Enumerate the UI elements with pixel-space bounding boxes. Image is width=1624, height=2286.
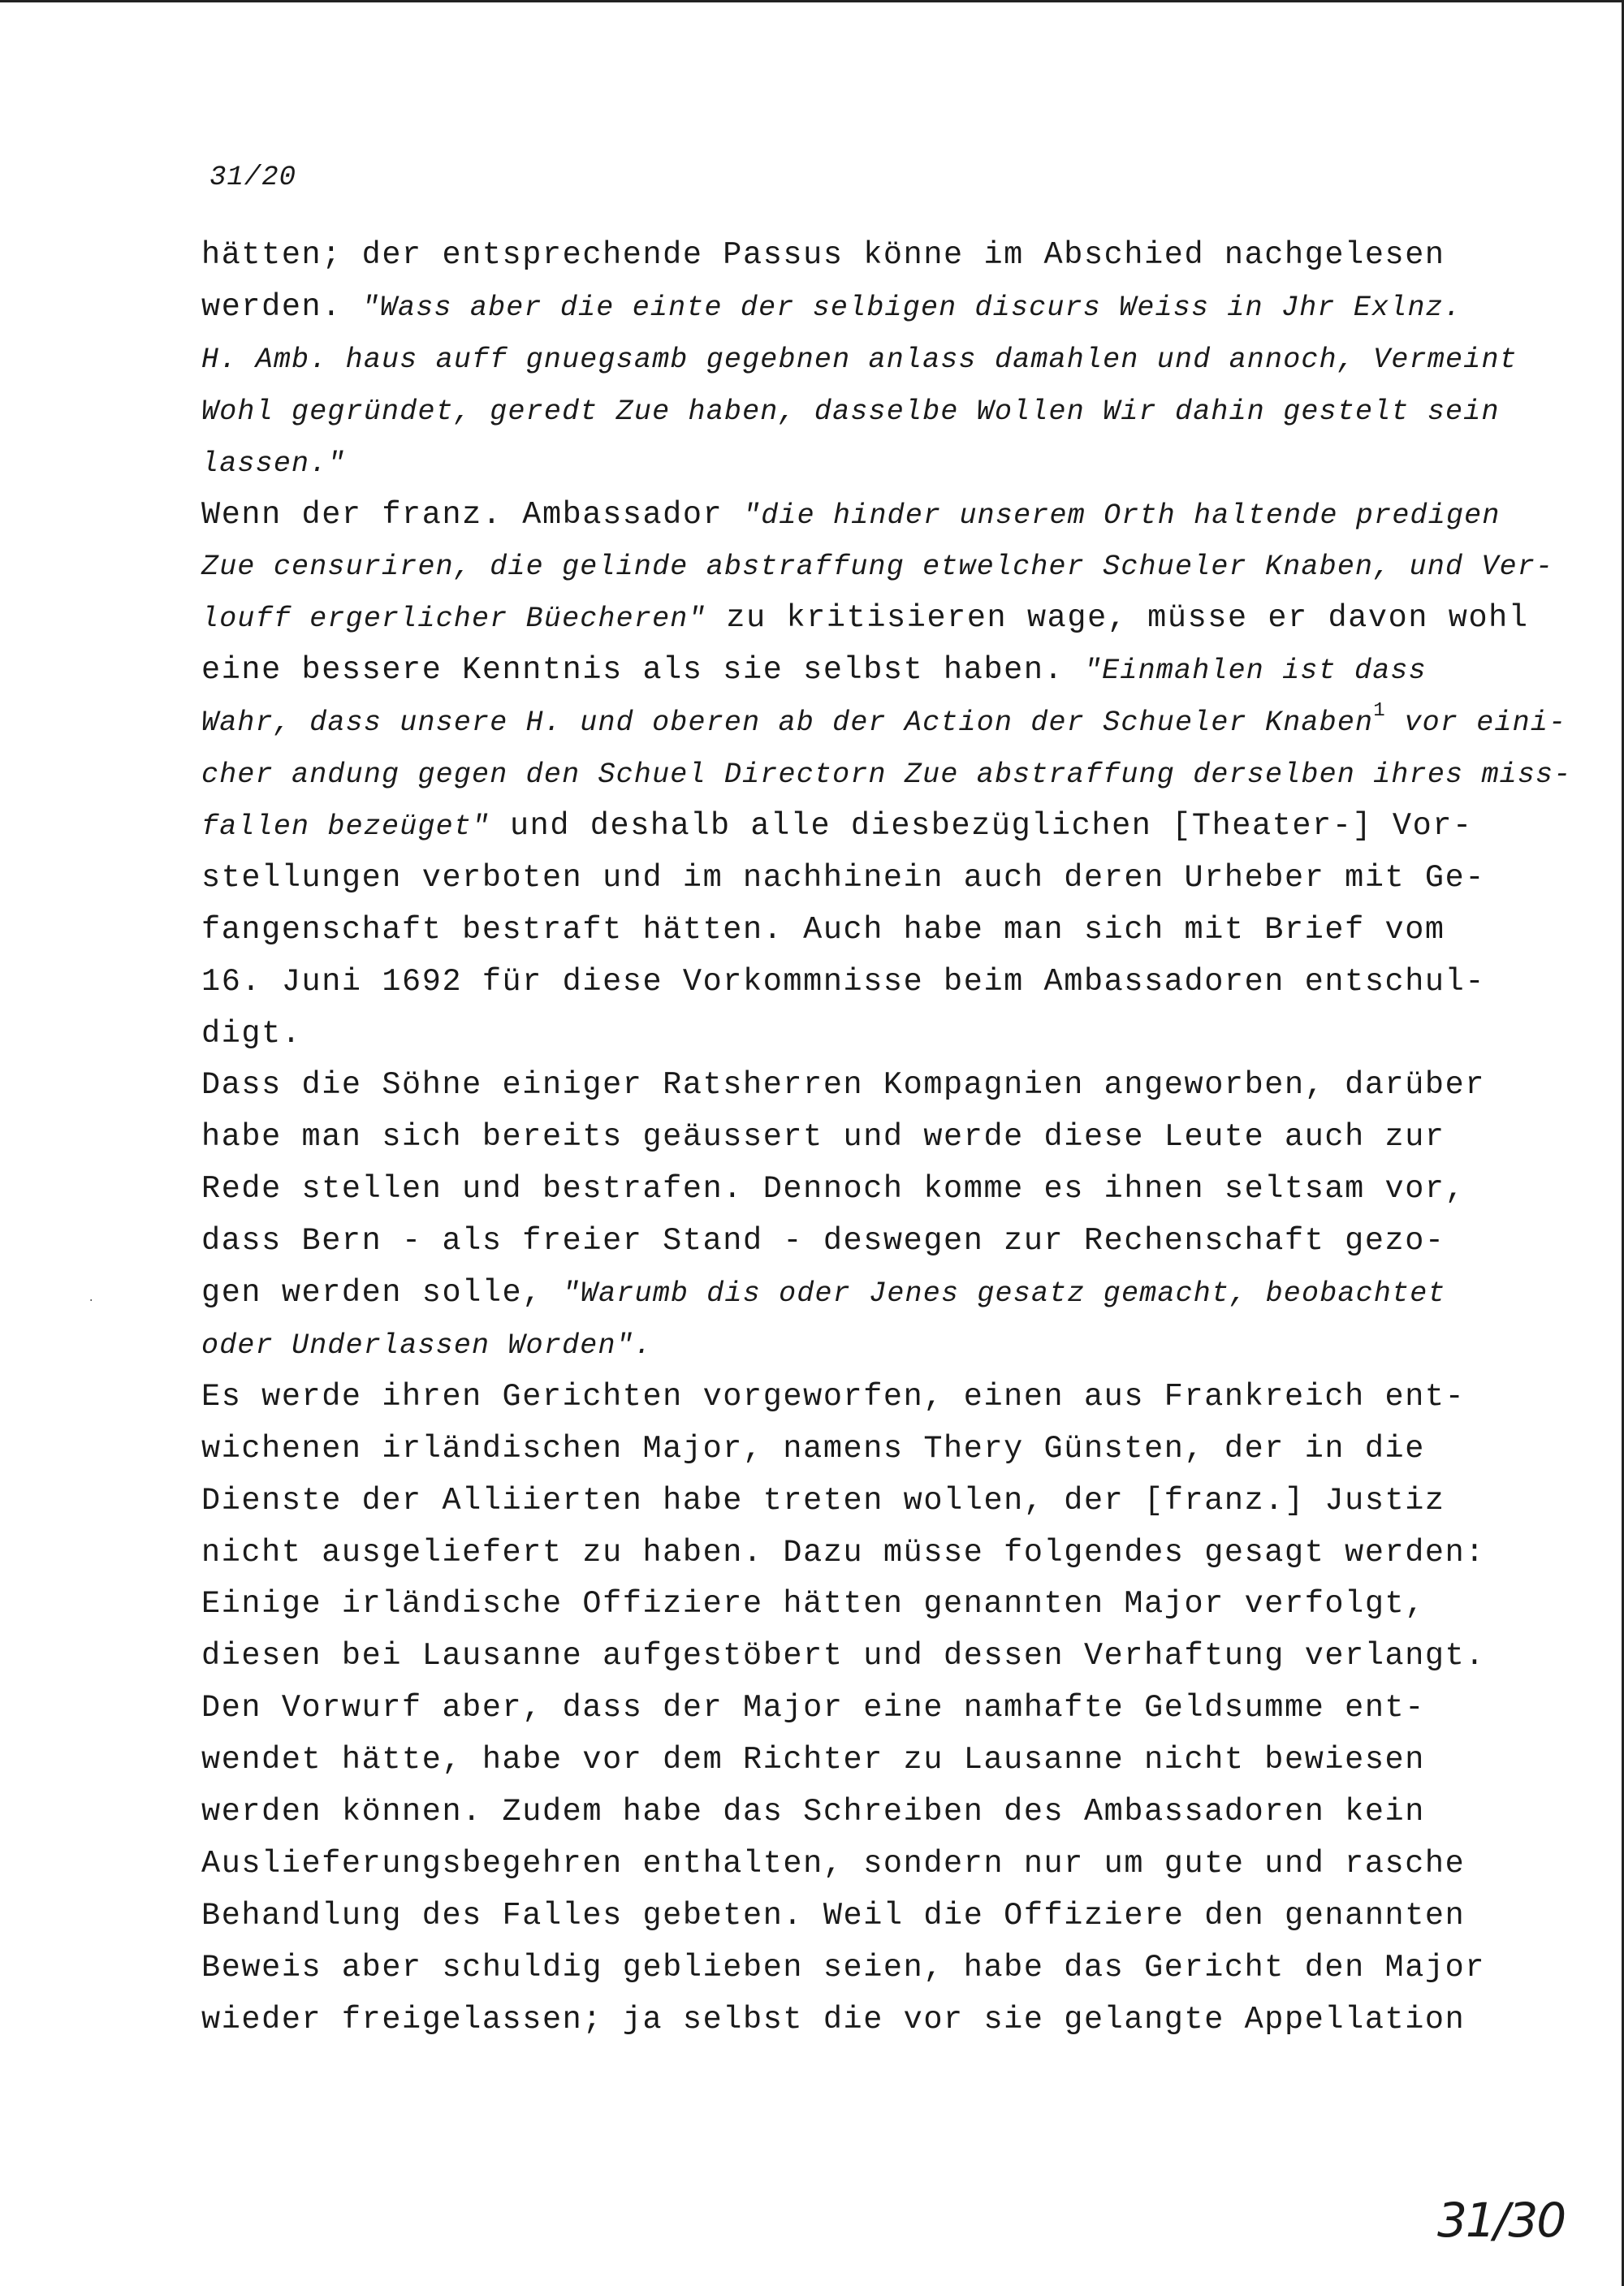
text-line — [201, 548, 1553, 584]
text-line — [201, 1638, 1485, 1674]
quoted-source-text: cher andung gegen den Schuel Directorn Zue abstraffung derselben ihres miss- — [201, 758, 1572, 791]
line-text: Den Vorwurf aber, dass der Major eine namhafte Geldsumme ent- — [201, 1690, 1425, 1726]
text-line — [201, 1171, 1465, 1207]
text-line — [201, 1742, 1425, 1778]
stray-mark: · — [88, 1294, 95, 1307]
line-text: Behandlung des Falles gebeten. Weil die Offiziere den genannten — [201, 1897, 1466, 1934]
text-line — [201, 1016, 302, 1052]
text-line — [201, 652, 1427, 688]
text-line — [201, 1898, 1465, 1934]
quoted-source-text: "Einmahlen ist dass — [1083, 655, 1427, 688]
line-text: Beweis aber schuldig geblieben seien, habe das Gericht den Major — [201, 1949, 1486, 1986]
line-text: wieder freigelassen; ja selbst die vor sie gelangte Appellation — [201, 2001, 1466, 2038]
text-line — [201, 1327, 652, 1363]
line-text: hätten; der entsprechende Passus könne im Abschied nachgelesen — [201, 237, 1445, 273]
quoted-source-text: louff ergerlicher Büecheren" — [201, 603, 706, 636]
text-line — [201, 1690, 1425, 1726]
text-line — [201, 341, 1518, 377]
line-text: zu kritisieren wage, müsse er davon wohl — [706, 600, 1529, 637]
text-line — [201, 700, 1567, 740]
line-text: digt. — [201, 1015, 302, 1052]
text-line — [201, 1794, 1425, 1830]
text-line — [201, 1379, 1465, 1415]
text-line — [201, 1431, 1425, 1467]
text-line — [201, 1067, 1485, 1103]
quoted-source-text: "Warumb dis oder Jenes gesatz gemacht, beobachtet — [562, 1277, 1446, 1310]
line-text: Einige irländische Offiziere hätten genannten Major verfolgt, — [201, 1586, 1425, 1623]
quoted-source-text: Zue censuriren, die gelinde abstraffung etwelcher Schueler Knaben, und Ver- — [201, 551, 1554, 584]
page-number: 31/20 — [209, 162, 297, 193]
line-text: dass Bern - als freier Stand - deswegen zur Rechenschaft gezo- — [201, 1223, 1445, 1260]
line-text: und deshalb alle diesbezüglichen [Theater-] Vor- — [490, 807, 1473, 844]
quoted-source-text: "die hinder unserem Orth haltende predigen — [743, 499, 1501, 532]
quoted-source-text: vor eini- — [1386, 707, 1567, 740]
text-line — [201, 1950, 1485, 1986]
line-text: wichenen irländischen Major, namens Thery Günsten, der in die — [201, 1430, 1425, 1467]
line-text: eine bessere Kenntnis als sie selbst haben. — [201, 652, 1084, 689]
text-line — [201, 393, 1500, 429]
quoted-source-text: H. Amb. haus auff gnuegsamb gegebnen anlass damahlen und annoch, Vermeint — [201, 343, 1518, 376]
quoted-source-text: "Wass aber die einte der selbigen discurs Weiss in Jhr Exlnz. — [361, 291, 1462, 324]
line-text: werden. — [201, 288, 362, 325]
line-text: Es werde ihren Gerichten vorgeworfen, einen aus Frankreich ent- — [201, 1378, 1466, 1415]
line-text: Auslieferungsbegehren enthalten, sondern nur um gute und rasche — [201, 1845, 1466, 1882]
line-text: nicht ausgeliefert zu haben. Dazu müsse folgendes gesagt werden: — [201, 1534, 1486, 1571]
text-line — [201, 1275, 1446, 1311]
line-text: Rede stellen und bestrafen. Dennoch komme es ihnen seltsam vor, — [201, 1171, 1466, 1208]
quoted-source-text: fallen bezeüget" — [201, 810, 490, 843]
text-line — [201, 1119, 1445, 1155]
text-line — [201, 1535, 1485, 1571]
scan-edge-top — [0, 0, 1624, 2]
quoted-source-text: oder Underlassen Worden". — [201, 1329, 653, 1362]
text-line — [201, 289, 1462, 325]
text-line — [201, 756, 1571, 792]
line-text: 16. Juni 1692 für diese Vorkommnisse beim Ambassadoren entschul- — [201, 963, 1486, 1000]
footnote-marker: 1 — [1373, 700, 1387, 723]
quoted-source-text: Wahr, dass unsere H. und oberen ab der Action der Schueler Knaben — [201, 707, 1374, 740]
line-text: fangenschaft bestraft hätten. Auch habe man sich mit Brief vom — [201, 911, 1445, 948]
line-text: diesen bei Lausanne aufgestöbert und dessen Verhaftung verlangt. — [201, 1638, 1486, 1675]
text-line — [201, 1483, 1445, 1519]
line-text: gen werden solle, — [201, 1275, 563, 1311]
text-line — [201, 445, 346, 481]
text-line — [201, 237, 1445, 273]
text-line — [201, 912, 1445, 948]
text-line — [201, 497, 1501, 533]
line-text: Dass die Söhne einiger Ratsherren Kompagnien angeworben, darüber — [201, 1067, 1486, 1104]
line-text: wendet hätte, habe vor dem Richter zu Lausanne nicht bewiesen — [201, 1742, 1425, 1778]
text-line — [201, 808, 1473, 844]
text-line — [201, 1846, 1465, 1882]
line-text: habe man sich bereits geäussert und werde diese Leute auch zur — [201, 1119, 1445, 1156]
text-line — [201, 2002, 1465, 2038]
quoted-source-text: Wohl gegründet, geredt Zue haben, dasselbe Wollen Wir dahin gestelt sein — [201, 395, 1500, 428]
text-line — [201, 1586, 1425, 1622]
line-text: stellungen verboten und im nachhinein auch deren Urheber mit Ge- — [201, 859, 1486, 896]
text-line — [201, 600, 1529, 636]
handwritten-folio: 31/30 — [1437, 2193, 1566, 2248]
line-text: Dienste der Alliierten habe treten wollen, der [franz.] Justiz — [201, 1482, 1445, 1519]
line-text: werden können. Zudem habe das Schreiben des Ambassadoren kein — [201, 1794, 1425, 1830]
quoted-source-text: lassen." — [201, 447, 346, 480]
text-line — [201, 1223, 1445, 1259]
text-line — [201, 860, 1485, 896]
line-text: Wenn der franz. Ambassador — [201, 496, 744, 533]
text-line — [201, 964, 1485, 1000]
